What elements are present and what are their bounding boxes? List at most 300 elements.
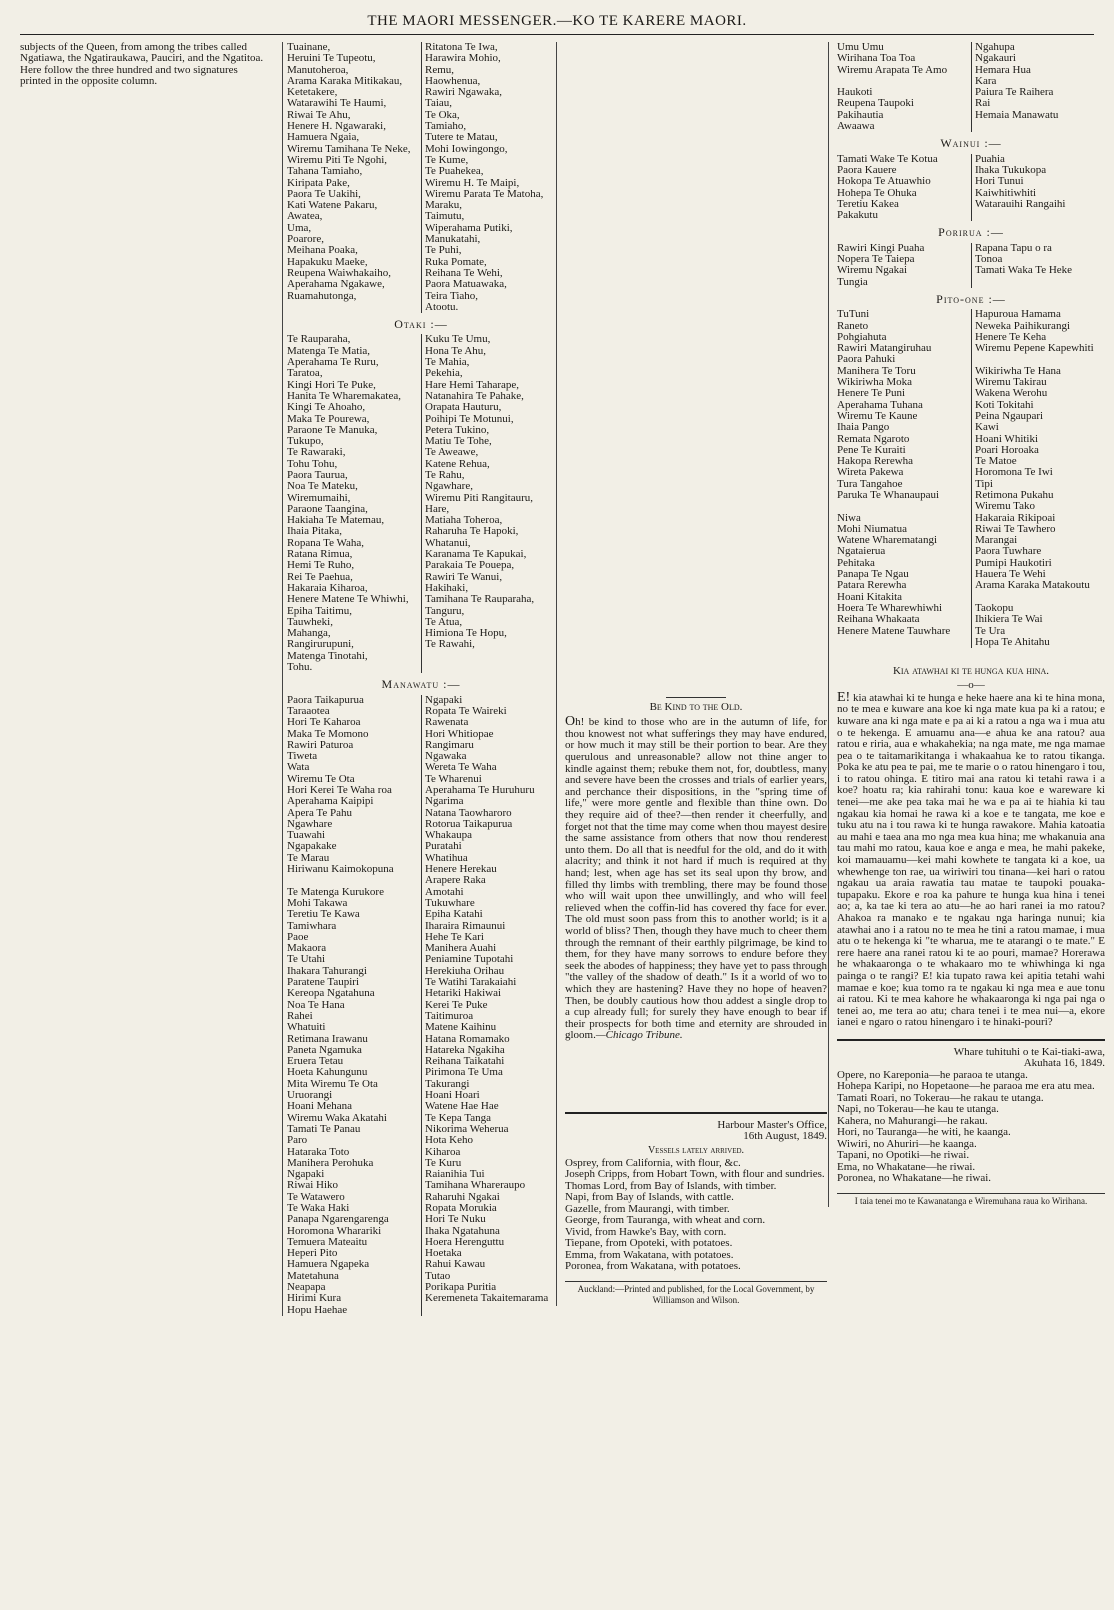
signatory-name: Te Puahekea, <box>421 166 555 177</box>
signatory-name: Himiona Te Hopu, <box>421 628 555 639</box>
signature-list-manawatu <box>287 695 555 1316</box>
signatory-name: Hehe Te Kari <box>421 932 555 943</box>
signatory-name: Tuawahi <box>287 829 326 842</box>
signatory-name: Matiu Te Tohe, <box>421 436 555 447</box>
signatory-name: Neapapa <box>287 1281 326 1294</box>
signatory-name: Teretiu Kakea <box>837 197 899 210</box>
signatory-name: Paratene Taupiri <box>287 976 360 989</box>
signatory-name: Ngawhare <box>287 817 333 830</box>
signatory-name: Te Waka Haki <box>287 1201 350 1214</box>
signatory-name: Reihana Te Wehi, <box>421 268 555 279</box>
signatory-name: Rawiri Paturoa <box>287 738 354 751</box>
signatory-name: Taokopu <box>971 603 1105 614</box>
signatory-name: Neweka Paihikurangi <box>971 321 1105 332</box>
signatory-name <box>421 662 555 673</box>
signatory-name: Tutere te Matau, <box>421 132 555 143</box>
signatory-name: Ropata Morukia <box>421 1203 555 1214</box>
signatory-name: Te Atua, <box>421 617 555 628</box>
signatory-name: Tukuwhare <box>421 898 555 909</box>
signatory-name: Hori Te Nuku <box>421 1214 555 1225</box>
signatory-name: Wiremu Te Ota <box>287 772 355 785</box>
signatory-name: Peniamine Tupotahi <box>421 954 555 965</box>
signatory-name: Manihera Perohuka <box>287 1156 374 1169</box>
signatory-name: Paora Kauere <box>837 163 897 176</box>
maori-story-body <box>837 689 1105 1029</box>
signatory-name: Reupena Taupoki <box>837 97 914 110</box>
signatory-name: Paro <box>287 1134 308 1147</box>
signatory-name: Hori Tunui <box>971 176 1105 187</box>
signatory-name: Apera Te Pahu <box>287 806 353 819</box>
signatory-name: Aperahama Tuhana <box>837 398 923 411</box>
section-heading-manawatu: Manawatu :— <box>381 677 461 692</box>
signatory-name: Hopa Te Ahitahu <box>971 637 1105 648</box>
signatory-name: Pehitaka <box>837 556 875 569</box>
signatory-name: Orapata Hauturu, <box>421 402 555 413</box>
signatory-name: Aperahama Ngakawe, <box>287 278 385 291</box>
maori-story-text: E! kia atawhai ki te hunga e heke haere ana ki te hina mona, no te mea e kuware ana koe ki nga mate kua pa ki a ratou; e kuware ana ki nga mate e pa ai ki a ratou a nga wa i mua atu o te hekenga. E amuamu ana—e ahua ke ana ratou? aua ratou e riria, aua e whakahekia; na nga mate, me nga mamae pea o te taitamarikitanga i whakaahua ke to ratou tikanga. Poka ke atu pea te pai, me te marie o o ratou hinengaro i tou, i to ratou ohinga. E titiro mai ana ratou ki tetahi rawa i a koe? hoatu ra; kia rahirahi tonu: kaua koe e wareware ki tenei—me ake pea taka mai he wa e pa ai te hiahia ki tau ngakau kia homai he rawa ki a koe e te tangata, me koe e tuku atu na i tou rawa ki te hunga rawakore. Mahia katoatia au mahi e taea ana mo nga mea kua hina; me whakanuia ana tau mahi mo ratou, kaua koe e anga e mea, he mahi pakeke, koi mamauamu—kei mahi kowhete te tangata ki a koe, ua whewhenge ton rae, ua wiriwiri tou tinana—kei hari o ratou ngakau ua araia rawatia tau matae te taupoki pouaka-tupapaku. Ekore e roa ka pahure te hunga kua hina i tenei ao; a, ka tae ki tera ao atu—he ao hari ranei ia mo ratou? Ahakoa ra manako e te ngakau nga haringa nunui; kia atawhai ano i a ratou no te mea he tini a ratou mamae, i mua atu o te hekenga ki "te wharua, me te atarangi o te mate." E rere haere ana ranei ratou ki te ao pouri, mamae? Horerawa he whakaaronga o te whakaaro mo te whiwhinga ki nga painga o te rangi? E! kia tupato rawa kei apitia tetahi wahi mamae e koe; kua tomo ra te ngakau ki nga mea e aue tonu ai ratou. Ki te mea kahore he whakaaronga ki nga pai nga o tenei ao, me tera ao atu; chara tenei i te mea nui—a, ekore ianei e ngaro o ratou hinengaro i te hinaki-pouri? <box>837 689 1105 1029</box>
signatory-name: Aperahama Kaipipi <box>287 795 374 808</box>
signatory-name: Tura Tangahoe <box>837 477 903 490</box>
signatory-name: Taratoa, <box>287 367 323 380</box>
signatory-name: Hemaia Manawatu <box>971 110 1105 121</box>
signatory-name: Taitimuroa <box>421 1011 555 1022</box>
signatory-name: Kerei Te Puke <box>421 1000 555 1011</box>
signatory-name: Hori Whitiopae <box>421 729 555 740</box>
signatory-name: Kiripata Pake, <box>287 176 350 189</box>
imprint-english: Auckland:—Printed and published, for the Local Government, by Williamson and Wilson. <box>565 1281 827 1307</box>
signatory-name: Taraaotea <box>287 704 330 717</box>
signatory-name <box>421 1305 555 1316</box>
signatory-name: Keremeneta Takaitemarama <box>421 1293 555 1304</box>
whare-office: Whare tuhituhi o te Kai-tiaki-awa, <box>953 1045 1105 1058</box>
signatory-name: Parakaia Te Pouepa, <box>421 560 555 571</box>
signatory-name: Rangimaru <box>421 740 555 751</box>
signatory-name: Iharaira Rimaunui <box>421 921 555 932</box>
signatory-name: Hauera Te Wehi <box>971 569 1105 580</box>
signatory-name <box>837 637 971 648</box>
signatory-name: Maraku, <box>421 200 555 211</box>
signatory-name <box>837 501 971 512</box>
signatory-name: Aperahama Te Huruhuru <box>421 785 555 796</box>
signatory-name: Watarawihi Te Haumi, <box>287 97 387 110</box>
signatory-name: Paora Tuwhare <box>971 546 1105 557</box>
signatory-name: Paora Taikapurua <box>287 693 364 706</box>
signatory-name: Wiremu Parata Te Matoha, <box>421 189 555 200</box>
signatory-name: Ngawhare, <box>421 481 555 492</box>
story-source: —Chicago Tribune. <box>595 1029 683 1042</box>
signatory-name: Te Kuru <box>421 1158 555 1169</box>
signatory-name: Tamiwhara <box>287 919 337 932</box>
story-rule <box>666 697 726 698</box>
masthead-title: THE MAORI MESSENGER.—KO TE KARERE MAORI. <box>367 13 747 29</box>
signatory-name: Tipi <box>971 479 1105 490</box>
signatory-name: Puahia <box>971 154 1105 165</box>
story-body <box>565 716 827 1042</box>
signatory-name: Te Rahu, <box>421 470 555 481</box>
signatory-name: Ruamahutonga, <box>287 289 357 302</box>
signatory-name: Paruka Te Whanaupaui <box>837 488 940 501</box>
signatory-name: Niwa <box>837 511 861 524</box>
signatory-name: Tauwheki, <box>287 615 333 628</box>
whare-date: Akuhata 16, 1849. <box>1023 1057 1105 1070</box>
signatory-name: Hare, <box>421 504 555 515</box>
signatory-name: Wireta Pakewa <box>837 466 904 479</box>
signatory-name: Hoetaka <box>421 1248 555 1259</box>
signatory-name: Taiau, <box>421 98 555 109</box>
signatory-name: Kiharoa <box>421 1147 555 1158</box>
signature-note: Here follow the three hundred and two signatures printed in the opposite column. <box>20 63 238 87</box>
signatory-name: Wiremu Tamihana Te Neke, <box>287 142 411 155</box>
signatory-name: Rapana Tapu o ra <box>971 243 1105 254</box>
signatory-name: Te Watawero <box>287 1190 345 1203</box>
signatory-name: Wiremu Takirau <box>971 377 1105 388</box>
signatory-name: Manukatahi, <box>421 234 555 245</box>
signatory-name: Reupena Waiwhakaiho, <box>287 266 391 279</box>
signatory-name: Ngapakake <box>287 840 337 853</box>
signatory-name: Ngapaki <box>421 695 555 706</box>
signatory-name: Hataraka Toto <box>287 1145 350 1158</box>
signatory-name: Natana Taowharoro <box>421 808 555 819</box>
signatory-name: Tuainane, <box>287 41 331 53</box>
vessel-entry: Tamati Roari, no Tokerau—he rakau te utanga. <box>837 1091 1044 1104</box>
signatory-name: Hakopa Rerewha <box>837 455 914 468</box>
signatory-name: Te Marau <box>287 851 330 864</box>
signatory-name: Wikiriwha Te Hana <box>971 366 1105 377</box>
signatory-name: Ngapaki <box>287 1168 325 1181</box>
signatory-name: Whatuiti <box>287 1021 326 1034</box>
signatory-name: Tohu Tohu, <box>287 457 338 470</box>
signatory-name: Paora Pahuki <box>837 353 896 366</box>
signatory-name: Ngakauri <box>971 53 1105 64</box>
signatory-name: Te Rauparaha, <box>287 333 351 346</box>
vessel-entry: Napi, no Tokerau—he kau te utanga. <box>837 1103 999 1116</box>
signature-list-wainui <box>837 154 1105 222</box>
signatory-name: Ngarima <box>421 796 555 807</box>
signatory-name: Hakihaki, <box>421 583 555 594</box>
signatory-name: Tutao <box>421 1271 555 1282</box>
column-1 <box>20 42 270 87</box>
signatory-name: Nikorima Weherua <box>421 1124 555 1135</box>
signatory-name: Wiremu Ngakai <box>837 264 908 277</box>
signatory-name: Kingi Hori Te Puke, <box>287 378 376 391</box>
signatory-name: Aperahama Te Ruru, <box>287 356 379 369</box>
signatory-name: Reihana Whakaata <box>837 613 920 626</box>
section-heading-wainui: Wainui :— <box>940 136 1002 151</box>
signatory-name: Hapuroua Hamama <box>971 309 1105 320</box>
signatory-name: Kati Watene Pakaru, <box>287 199 378 212</box>
signatory-name: Ngataierua <box>837 545 886 558</box>
section-heading-porirua: Porirua :— <box>938 225 1004 240</box>
signatory-name: Paora Te Uakihi, <box>287 187 361 200</box>
signatory-name: Amotahi <box>421 887 555 898</box>
signatory-name <box>287 875 421 886</box>
vessel-entry: Kahera, no Mahurangi—he rakau. <box>837 1114 988 1127</box>
signatory-name: Rotorua Taikapurua <box>421 819 555 830</box>
signatory-name: Te Kepa Tanga <box>421 1113 555 1124</box>
signatory-name: Tahana Tamiaho, <box>287 165 363 178</box>
signatory-name: Takurangi <box>421 1079 555 1090</box>
signatory-name: Tamati Wake Te Kotua <box>837 152 938 165</box>
signatory-name: Ropana Te Waha, <box>287 536 365 549</box>
maori-story-title: Kia atawhai ki te hunga kua hina. <box>892 665 1050 678</box>
story-text: Oh! be kind to those who are in the autumn of life, for thou knowest not what sufferings they may have endured, or how much it may still be their portion to bear. Are they querulous and unreasonable? allow not thine anger to kindle against them; rebuke them not, for, doubtless, many and severe have been the crosses and trials of earlier years, and perchance their dispositions, in the "spring time of life," were more gentle and flexible than thine own. Do they require aid of thee?—then render it cheerfully, and forget not that the time may come when thou mayest desire the same assistance from others that now thou renderest unto them. Do all that is needful for the old, and do it with alacrity; and think it not hard if much is required at thy hand; lest, when age has set its seal upon thy brow, and filled thy limbs with trembling, there may be found those who will wait upon thee unwillingly, and who will feel relieved when the coffin-lid has covered thy face for ever. The old must soon pass from this to another world; is it a world of bliss? Then, though they have much to cheer them through the remnant of their earthly pilgrimage, be kind to them, for they have many sorrows to endure before they seek the abodes of happiness; they have yet to pass through "the valley of the shadow of death." Is it a world of wo to which they are hastening? Have they no hope of heaven? Then, be doubly cautious how thou addest a single drop to a cup already full; for surely they have enough to bear if their prospects for both time and eternity are shrouded in gloom. <box>565 714 827 1042</box>
signatory-name: Heruini Te Tupeotu, <box>287 52 376 65</box>
signatory-name: Ritatona Te Iwa, <box>421 42 555 53</box>
signatory-name: Panapa Te Ngau <box>837 568 909 581</box>
signature-list-continued <box>837 42 1105 132</box>
signatory-name: Te Utahi <box>287 953 326 966</box>
signatory-name: Henere Te Keha <box>971 332 1105 343</box>
signatory-name: Kuku Te Umu, <box>421 334 555 345</box>
signatory-name: Epiha Katahi <box>421 909 555 920</box>
signatory-name: Hapakuku Maeke, <box>287 255 368 268</box>
vessel-entry: Ema, no Whakatane—he riwai. <box>837 1160 976 1173</box>
vessel-entry: Napi, from Bay of Islands, with cattle. <box>565 1191 734 1204</box>
signatory-name: Wakena Werohu <box>971 388 1105 399</box>
signatory-name: Koti Tokitahi <box>971 400 1105 411</box>
vessel-entry: Thomas Lord, from Bay of Islands, with timber. <box>565 1179 777 1192</box>
signatory-name: Pene Te Kuraiti <box>837 443 906 456</box>
vessel-entry: Poronea, from Wakatana, with potatoes. <box>565 1260 741 1273</box>
signatory-name: Paiura Te Raihera <box>971 87 1105 98</box>
signatory-name: Manihera Auahi <box>421 943 555 954</box>
signatory-name: Whatanui, <box>421 538 555 549</box>
signatory-name: Wiremu Te Kaune <box>837 409 918 422</box>
signatory-name: Pakihautia <box>837 108 884 121</box>
signatory-name: Te Rawahi, <box>421 639 555 650</box>
signatory-name: Katene Rehua, <box>421 459 555 470</box>
signatory-name: Te Rawaraki, <box>287 446 346 459</box>
signatory-name: Temuera Mateaitu <box>287 1235 368 1248</box>
signatory-name: Matetahuna <box>287 1269 339 1282</box>
signatory-name: Hatana Romamako <box>421 1034 555 1045</box>
signatory-name: Hirimi Kura <box>287 1292 342 1305</box>
signatory-name: Paraone Taangina, <box>287 502 368 515</box>
signatory-name: Poarore, <box>287 233 324 246</box>
signatory-name: Ketetakere, <box>287 86 338 99</box>
signatory-name <box>421 651 555 662</box>
signatory-name: Wirihana Toa Toa <box>837 52 916 65</box>
signatory-name: Hokopa Te Atuawhio <box>837 175 931 188</box>
signatory-name: Marangai <box>971 535 1105 546</box>
signatory-name: Horomona Te Iwi <box>971 467 1105 478</box>
signatory-name: Whakaupa <box>421 830 555 841</box>
signatory-name: Rawenata <box>421 717 555 728</box>
signatory-name: Rei Te Paehua, <box>287 570 353 583</box>
column-4 <box>828 42 1105 1207</box>
signatory-name: Paora Taurua, <box>287 468 348 481</box>
vessel-entry: Opere, no Kareponia—he paraoa te utanga. <box>837 1068 1028 1081</box>
vessel-entry: Tiepane, from Opoteki, with potatoes. <box>565 1237 733 1250</box>
column-2 <box>282 42 555 1316</box>
harbour-date: 16th August, 1849. <box>743 1130 827 1143</box>
signatory-name: Poihipi Te Motunui, <box>421 414 555 425</box>
signatory-name: Hiriwanu Kaimokopuna <box>287 863 394 876</box>
signatory-name: Kingi Te Ahoaho, <box>287 401 366 414</box>
signatory-name: Wiremu Pepene Kapewhiti <box>971 343 1105 354</box>
signatory-name: Maka Te Momono <box>287 727 369 740</box>
signatory-name: Ngawaka <box>421 751 555 762</box>
vessel-entry: Vivid, from Hawke's Bay, with corn. <box>565 1225 727 1238</box>
signatory-name: Paoe <box>287 930 309 943</box>
signatory-name: Makaora <box>287 942 327 955</box>
signatory-name: Tohu. <box>287 661 313 674</box>
signatory-name: Hota Keho <box>421 1135 555 1146</box>
signatory-name: Te Ura <box>971 626 1105 637</box>
signatory-name: Hona Te Ahu, <box>421 346 555 357</box>
signatory-name: Arama Karaka Mitikakau, <box>287 74 403 87</box>
signatory-name: Hemara Hua <box>971 65 1105 76</box>
signatory-name: Eruera Tetau <box>287 1055 344 1068</box>
imprint-maori: I taia tenei mo te Kawanatanga e Wiremuhana raua ko Wirihana. <box>837 1193 1105 1207</box>
signatory-name: Rangirurupuni, <box>287 638 354 651</box>
signatory-name: Hori Kerei Te Waha roa <box>287 784 392 796</box>
signatory-name: Wiremu Piti Rangitauru, <box>421 493 555 504</box>
signatory-name: Poari Horoaka <box>971 445 1105 456</box>
signatory-name: Mahanga, <box>287 627 331 640</box>
signatory-name: Remata Ngaroto <box>837 432 910 445</box>
signatory-name: Panapa Ngarengarenga <box>287 1213 389 1226</box>
signatory-name: Ropata Te Waireki <box>421 706 555 717</box>
signatory-name: Wata <box>287 761 310 774</box>
signatory-name: Hanita Te Wharemakatea, <box>287 389 401 402</box>
vessel-entry: Hohepa Karipi, no Hopetaone—he paraoa me era atu mea. <box>837 1080 1095 1093</box>
intro-text: subjects of the Queen, from among the tribes called Ngatiawa, the Ngatiraukawa, Pauciri, and the Ngatitoa. <box>20 41 264 65</box>
signatory-name: Paneta Ngamuka <box>287 1043 362 1056</box>
signatory-name: Watarauihi Rangaihi <box>971 199 1105 210</box>
vessel-entry: Joseph Cripps, from Hobart Town, with flour and sundries. <box>565 1168 825 1181</box>
signatory-name: Tamihana Te Rauparaha, <box>421 594 555 605</box>
intro-block <box>20 42 270 87</box>
maori-notice-rule <box>837 1039 1105 1041</box>
signatory-name <box>971 121 1105 132</box>
signatory-name: Hoani Mehana <box>287 1100 353 1113</box>
signatory-name: Raharuha Te Hapoki, <box>421 526 555 537</box>
signatory-name: Hoeta Kahungunu <box>287 1066 368 1079</box>
signatory-name: Pekehia, <box>421 368 555 379</box>
signatory-name: Pakakutu <box>837 209 878 222</box>
vessel-entry: George, from Tauranga, with wheat and corn. <box>565 1214 766 1227</box>
signatory-name: Ratana Rimua, <box>287 548 353 561</box>
signatory-name: Tamati Waka Te Heke <box>971 265 1105 276</box>
signatory-name: Noa Te Mateku, <box>287 480 358 493</box>
signatory-name: Hatareka Ngakiha <box>421 1045 555 1056</box>
signatory-name: Paora Matuawaka, <box>421 279 555 290</box>
signatory-name: Pohgiahuta <box>837 330 887 343</box>
signatory-name: Te Oka, <box>421 110 555 121</box>
signatory-name: Remu, <box>421 65 555 76</box>
signatory-name: Ihakara Tahurangi <box>287 964 367 977</box>
signatory-name: Te Watihi Tarakaiahi <box>421 977 555 988</box>
signatory-name: Mohi Takawa <box>287 896 348 909</box>
signatory-name: Wiremu Tako <box>971 501 1105 512</box>
signatory-name: Tanguru, <box>421 606 555 617</box>
signatory-name: Epiha Taitimu, <box>287 604 353 617</box>
signatory-name: Hoani Kitakita <box>837 590 903 603</box>
signatory-name: Kawi <box>971 422 1105 433</box>
signatory-name: Mohi Niumatua <box>837 522 907 535</box>
signature-list-pitoone <box>837 309 1105 648</box>
signatory-name: Watene Wharematangi <box>837 534 937 547</box>
signatory-name: Ruka Pomate, <box>421 257 555 268</box>
signatory-name: Rahui Kawau <box>421 1259 555 1270</box>
signatory-name: Mita Wiremu Te Ota <box>287 1077 378 1090</box>
signatory-name: Taimutu, <box>421 211 555 222</box>
signatory-name: Manihera Te Toru <box>837 364 916 377</box>
signatory-name: Uma, <box>287 221 312 234</box>
signatory-name: Teira Tiaho, <box>421 291 555 302</box>
signatory-name: Whatihua <box>421 853 555 864</box>
signatory-name: Mohi Iowingongo, <box>421 144 555 155</box>
signatory-name: TuTuni <box>837 308 870 321</box>
signatory-name: Haukoti <box>837 86 873 99</box>
signatory-name: Paraone Te Manuka, <box>287 423 378 436</box>
signatory-name: Uruorangi <box>287 1089 333 1102</box>
signatory-name: Teretiu Te Kawa <box>287 908 360 921</box>
signatory-name: Tamiaho, <box>421 121 555 132</box>
signatory-name: Retimana Irawanu <box>287 1032 368 1045</box>
signatory-name: Hemi Te Ruho, <box>287 559 355 572</box>
signatory-name: Henere Matene Tauwhare <box>837 624 951 637</box>
signatory-name: Matene Kaihinu <box>421 1022 555 1033</box>
harbour-office: Harbour Master's Office, <box>717 1118 827 1131</box>
signatory-name: Hoera Herenguttu <box>421 1237 555 1248</box>
signatory-name: Matenga Te Matia, <box>287 344 371 357</box>
signatory-name: Ihaka Ngatahuna <box>421 1226 555 1237</box>
signatory-name: Matenga Tinotahi, <box>287 649 368 662</box>
story-title: Be Kind to the Old. <box>649 701 743 713</box>
signatory-name: Karanama Te Kapukai, <box>421 549 555 560</box>
section-heading-otaki: Otaki :— <box>394 317 448 332</box>
signatory-name: Te Wharenui <box>421 774 555 785</box>
signatory-name: Hoera Te Wharewhiwhi <box>837 601 943 614</box>
column-3 <box>556 42 827 1306</box>
signatory-name: Wikiriwha Moka <box>837 376 913 389</box>
signatory-name: Tamati Te Panau <box>287 1122 361 1135</box>
signatory-name: Arama Karaka Matakoutu <box>971 580 1105 591</box>
vessel-entry: Poronea, no Whakatane—he riwai. <box>837 1172 992 1185</box>
vessel-entry: Gazelle, from Maurangi, with timber. <box>565 1202 730 1215</box>
signatory-name: Puratahi <box>421 841 555 852</box>
signatory-name: Hori Te Kaharoa <box>287 716 361 729</box>
signatory-name: Hoani Whitiki <box>971 434 1105 445</box>
signatory-name: Rawiri Ngawaka, <box>421 87 555 98</box>
signatory-name: Rawiri Matangiruhau <box>837 342 932 355</box>
signatory-name: Hamuera Ngaia, <box>287 131 360 144</box>
signatory-name: Arapere Raka <box>421 875 555 886</box>
signatory-name: Hohepa Te Ohuka <box>837 186 917 199</box>
signatory-name: Rawiri Te Wanui, <box>421 572 555 583</box>
signatory-name: Haowhenua, <box>421 76 555 87</box>
signatory-name: Watene Hae Hae <box>421 1101 555 1112</box>
signatory-name: Manutoheroa, <box>287 63 349 76</box>
signatory-name: Te Kume, <box>421 155 555 166</box>
maori-vessels-list <box>837 1070 1105 1185</box>
signatory-name: Wereta Te Waha <box>421 762 555 773</box>
signatory-name: Rai <box>971 98 1105 109</box>
vessels-heading: Vessels lately arrived. <box>647 1144 745 1156</box>
signatory-name: Hoani Hoari <box>421 1090 555 1101</box>
signatory-name <box>971 277 1105 288</box>
signatory-name: Patara Rerewha <box>837 579 907 592</box>
signature-list-otaki <box>287 334 555 673</box>
signatory-name: Kara <box>971 76 1105 87</box>
newspaper-masthead <box>20 8 1094 35</box>
signatory-name: Te Matenga Kurukore <box>287 885 384 898</box>
signatory-name: Kereopa Ngatahuna <box>287 987 375 1000</box>
signatory-name: Hakaraia Rikipoai <box>971 513 1105 524</box>
signatory-name: Hakiaha Te Matemau, <box>287 514 385 527</box>
